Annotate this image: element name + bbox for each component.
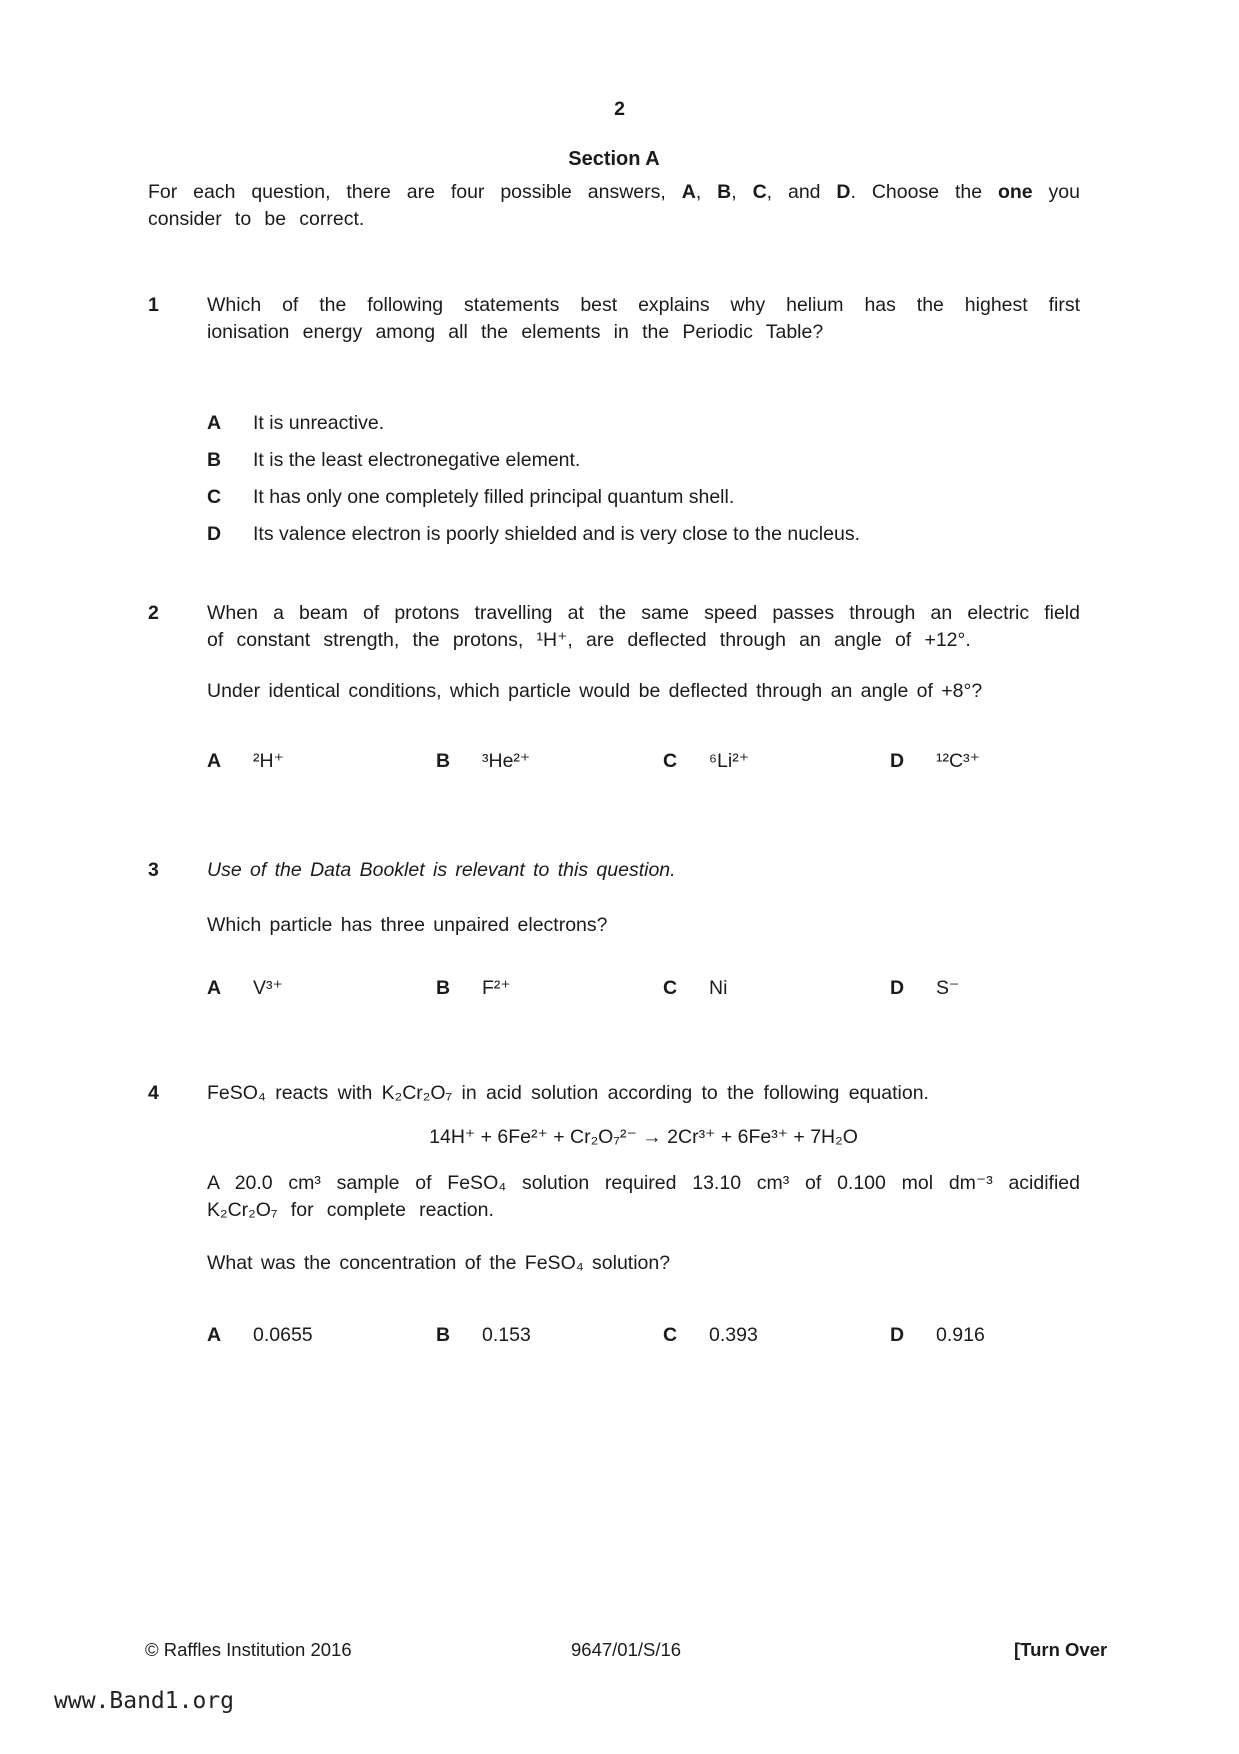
option-letter: D (207, 523, 222, 545)
option-letter: D (890, 1324, 905, 1346)
option-letter: A (207, 750, 222, 772)
option-letter: D (890, 750, 905, 772)
option-value: ²H⁺ (253, 750, 284, 772)
option-letter: C (663, 1324, 678, 1346)
option-row (890, 975, 959, 1002)
option-row (207, 521, 1080, 548)
options-row (207, 975, 1080, 1002)
option-value: V³⁺ (253, 977, 283, 999)
option-row (436, 748, 530, 775)
option-letter: A (207, 1324, 222, 1346)
question-subtext: A 20.0 cm³ sample of FeSO₄ solution required 13.10 cm³ of 0.100 mol dm⁻³ acidified K₂Cr₂O₇ for complete reaction. (207, 1172, 1080, 1221)
option-row (663, 748, 749, 775)
option-value: 0.916 (936, 1324, 985, 1346)
question-number: 3 (148, 859, 159, 881)
option-letter: C (663, 977, 678, 999)
question-subtext: Under identical conditions, which particle would be deflected through an angle of +8°? (207, 680, 983, 702)
option-value: ¹²C³⁺ (936, 750, 980, 772)
option-value: S⁻ (936, 977, 960, 999)
question-number: 2 (148, 602, 159, 624)
option-letter: A (207, 977, 222, 999)
option-value: ³He²⁺ (482, 750, 531, 772)
question-subtext-2: What was the concentration of the FeSO₄ solution? (207, 1252, 671, 1274)
footer-copyright: © Raffles Institution 2016 (145, 1639, 352, 1660)
instructions-text: For each question, there are four possible answers, A, B, C, and D. Choose the one you consider to be correct. (148, 181, 1080, 230)
option-row (436, 1322, 531, 1349)
question-text: FeSO₄ reacts with K₂Cr₂O₇ in acid solution according to the following equation. (207, 1082, 929, 1104)
option-letter: C (663, 750, 678, 772)
option-row (207, 975, 283, 1002)
option-letter: B (436, 1324, 451, 1346)
options-list (207, 410, 1080, 548)
chemical-equation: 14H⁺ + 6Fe²⁺ + Cr₂O₇²⁻ → 2Cr³⁺ + 6Fe³⁺ + 7H₂O (429, 1126, 858, 1148)
option-text: It has only one completely filled principal quantum shell. (253, 486, 735, 508)
option-value: Ni (709, 977, 728, 999)
option-letter: C (207, 486, 222, 508)
option-row (207, 484, 1080, 511)
question-text: Which particle has three unpaired electrons? (207, 914, 608, 936)
option-row (663, 975, 727, 1002)
question-text: When a beam of protons travelling at the same speed passes through an electric field of constant strength, the protons, ¹H⁺, are deflected through an angle of +12°. (207, 602, 1080, 651)
option-letter: B (207, 449, 222, 471)
page-number: 2 (614, 98, 625, 120)
option-value: ⁶Li²⁺ (709, 750, 749, 772)
question-4 (148, 1080, 1080, 1349)
option-row (207, 748, 284, 775)
question-3 (148, 857, 1080, 1002)
question-text: Which of the following statements best explains why helium has the highest first ionisation energy among all the elements in the Periodic Table? (207, 294, 1080, 343)
option-row (890, 748, 980, 775)
option-row (207, 447, 1080, 474)
footer-turn-over-label: [Turn Over (1014, 1639, 1108, 1660)
option-letter: B (436, 977, 451, 999)
option-text: It is the least electronegative element. (253, 449, 581, 471)
question-number: 4 (148, 1082, 159, 1104)
watermark-url: www.Band1.org (54, 1688, 235, 1714)
option-letter: D (890, 977, 905, 999)
question-number: 1 (148, 294, 159, 316)
option-row (436, 975, 511, 1002)
option-value: 0.393 (709, 1324, 758, 1346)
option-row (207, 1322, 313, 1349)
question-1 (148, 292, 1080, 548)
question-2 (148, 600, 1080, 775)
option-letter: B (436, 750, 451, 772)
option-value: 0.153 (482, 1324, 531, 1346)
options-row (207, 748, 1080, 775)
option-row (207, 410, 1080, 437)
option-letter: A (207, 412, 222, 434)
option-value: 0.0655 (253, 1324, 313, 1346)
option-row (663, 1322, 758, 1349)
section-title: Section A (568, 148, 660, 170)
option-text: It is unreactive. (253, 412, 385, 434)
question-preamble: Use of the Data Booklet is relevant to this question. (207, 859, 676, 881)
options-row (207, 1322, 1080, 1349)
footer-paper-code: 9647/01/S/16 (571, 1639, 682, 1660)
option-row (890, 1322, 985, 1349)
option-text: Its valence electron is poorly shielded and is very close to the nucleus. (253, 523, 860, 545)
option-value: F²⁺ (482, 977, 511, 999)
